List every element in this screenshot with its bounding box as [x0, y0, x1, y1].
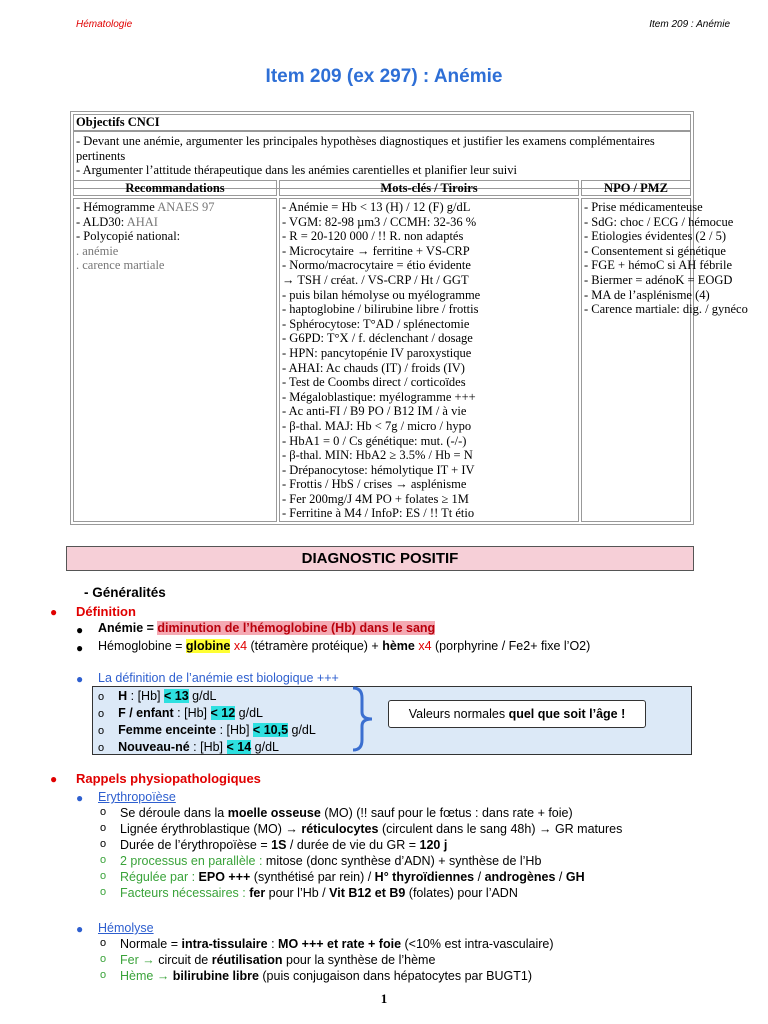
generalites-heading: - Généralités: [84, 585, 166, 600]
cnci-table: [70, 111, 748, 525]
npo-item: - Biermer = adénoK = EOGD: [584, 272, 733, 287]
hemolyse-line-3: Hème → bilirubine libre (puis conjugaison dans hépatocytes par BUGT1): [120, 969, 532, 983]
objectives-title: Objectifs CNCI: [73, 114, 691, 131]
section-banner: DIAGNOSTIC POSITIF: [66, 546, 694, 571]
erythro-line-5: Régulée par : EPO +++ (synthétisé par rein) / H° thyroïdiennes / androgènes / GH: [120, 870, 585, 884]
mots-cles-item: - Test de Coombs direct / corticoïdes: [282, 375, 466, 390]
mots-cles-item: → TSH / créat. / VS-CRP / Ht / GGT: [282, 272, 469, 287]
bullet-icon: ●: [76, 791, 84, 805]
reco-item: - Hémogramme ANAES 97: [76, 200, 215, 214]
npo-item: - Carence martiale: dig. / gynéco: [584, 302, 748, 317]
erythro-line-2: Lignée érythroblastique (MO) → réticulocytes (circulent dans le sang 48h) → GR matures: [120, 822, 623, 836]
circle-bullet-icon: o: [100, 953, 107, 965]
normal-values-list: [98, 688, 316, 756]
valeurs-normales-note: Valeurs normales quel que soit l’âge !: [388, 700, 646, 728]
reco-item: . anémie: [76, 243, 119, 258]
circle-bullet-icon: o: [100, 969, 107, 981]
header-left: Hématologie: [76, 19, 133, 30]
erythropoiese-label: Erythropoïèse: [98, 790, 176, 804]
mots-cles-item: - Ac anti-FI / B9 PO / B12 IM / à vie: [282, 404, 467, 419]
circle-bullet-icon: o: [100, 806, 107, 818]
mots-cles-item: - Microcytaire → ferritine + VS-CRP: [282, 243, 470, 258]
bullet-icon: ●: [50, 605, 58, 619]
erythro-line-4: 2 processus en parallèle : mitose (donc synthèse d’ADN) + synthèse de l’Hb: [120, 854, 542, 868]
mots-cles-item: - R = 20-120 000 / !! R. non adaptés: [282, 229, 464, 244]
circle-bullet-icon: o: [100, 937, 107, 949]
mots-cles-item: - Sphérocytose: T°AD / splénectomie: [282, 316, 470, 331]
npo-item: - Prise médicamenteuse: [584, 200, 703, 214]
mots-cles-item: - haptoglobine / bilirubine libre / frottis: [282, 302, 479, 317]
recommandations-list: [73, 198, 277, 522]
objective-2: - Argumenter l’attitude thérapeutique dans les anémies carentielles et planifier leur suivi: [76, 163, 517, 177]
bullet-icon: ●: [76, 623, 84, 637]
mots-cles-item: - Ferritine à M4 / InfoP: ES / !! Tt étio: [282, 506, 475, 521]
erythro-line-6: Facteurs nécessaires : fer pour l’Hb / Vit B12 et B9 (folates) pour l’ADN: [120, 886, 518, 900]
hemolyse-line-1: Normale = intra-tissulaire : MO +++ et rate + foie (<10% est intra-vasculaire): [120, 937, 554, 951]
page-number: 1: [380, 991, 388, 1006]
definition-label: Définition: [76, 604, 136, 619]
circle-bullet-icon: o: [98, 742, 105, 754]
npo-item: - FGE + hémoC si AH fébrile: [584, 258, 733, 273]
circle-bullet-icon: o: [98, 691, 105, 703]
col-header-npo: NPO / PMZ: [581, 180, 691, 196]
col-header-recommandations: Recommandations: [73, 180, 277, 196]
circle-bullet-icon: o: [98, 708, 105, 720]
mots-cles-item: - β-thal. MAJ: Hb < 7g / micro / hypo: [282, 418, 472, 433]
circle-bullet-icon: o: [98, 725, 105, 737]
bullet-icon: ●: [50, 772, 58, 786]
hemolyse-label: Hémolyse: [98, 921, 154, 935]
npo-item: - SdG: choc / ECG / hémocue: [584, 214, 734, 229]
page-title: Item 209 (ex 297) : Anémie: [265, 66, 503, 87]
circle-bullet-icon: o: [100, 822, 107, 834]
mots-cles-item: - G6PD: T°X / f. déclenchant / dosage: [282, 331, 473, 346]
mots-cles-item: - HPN: pancytopénie IV paroxystique: [282, 345, 472, 360]
anemie-definition: Anémie = diminution de l’hémoglobine (Hb) dans le sang: [98, 621, 436, 635]
mots-cles-item: - Mégaloblastique: myélogramme +++: [282, 389, 476, 404]
header-right: Item 209 : Anémie: [649, 19, 730, 30]
circle-bullet-icon: o: [100, 854, 107, 866]
objective-1: - Devant une anémie, argumenter les principales hypothèses diagnostiques et justifier les examens complémentaires pertinents: [76, 134, 655, 163]
mots-cles-item: - puis bilan hémolyse ou myélogramme: [282, 287, 481, 302]
bullet-icon: ●: [76, 672, 84, 686]
normal-value-row: o H : [Hb] < 13 g/dL: [98, 689, 217, 703]
normal-value-row: o Nouveau-né : [Hb] < 14 g/dL: [98, 740, 279, 754]
reco-item: - ALD30: AHAI: [76, 214, 158, 229]
bullet-icon: ●: [76, 922, 84, 936]
npo-list: [581, 198, 748, 522]
mots-cles-item: - Drépanocytose: hémolytique IT + IV: [282, 462, 475, 477]
npo-item: - MA de l’asplénisme (4): [584, 287, 710, 302]
erythro-line-3: Durée de l’érythropoïèse = 1S / durée de vie du GR = 120 j: [120, 838, 448, 852]
bullet-icon: ●: [76, 641, 84, 655]
mots-cles-item: - AHAI: Ac chauds (IT) / froids (IV): [282, 360, 465, 375]
circle-bullet-icon: o: [100, 870, 107, 882]
col-header-mots-cles: Mots-clés / Tiroirs: [279, 180, 579, 196]
mots-cles-item: - Fer 200mg/J 4M PO + folates ≥ 1M: [282, 491, 469, 506]
rappels-label: Rappels physiopathologiques: [76, 771, 261, 786]
mots-cles-item: - HbA1 = 0 / Cs génétique: mut. (-/-): [282, 433, 467, 448]
npo-item: - Consentement si génétique: [584, 243, 726, 258]
hemoglobine-definition: Hémoglobine = globine x4 (tétramère protéique) + hème x4 (porphyrine / Fe2+ fixe l’O2): [98, 639, 591, 653]
mots-cles-list: [279, 198, 579, 522]
npo-item: - Etiologies évidentes (2 / 5): [584, 229, 726, 244]
normal-value-row: o Femme enceinte : [Hb] < 10,5 g/dL: [98, 723, 316, 737]
mots-cles-item: - Anémie = Hb < 13 (H) / 12 (F) g/dL: [282, 200, 471, 214]
mots-cles-item: - Frottis / HbS / crises → asplénisme: [282, 477, 467, 492]
hemolyse-line-2: Fer → circuit de réutilisation pour la synthèse de l’hème: [120, 953, 436, 967]
reco-item: - Polycopié national:: [76, 229, 181, 244]
brace-icon: [350, 686, 376, 752]
reco-item: . carence martiale: [76, 258, 165, 273]
mots-cles-item: - Normo/macrocytaire = étio évidente: [282, 258, 471, 273]
circle-bullet-icon: o: [100, 838, 107, 850]
normal-value-row: o F / enfant : [Hb] < 12 g/dL: [98, 706, 264, 720]
circle-bullet-icon: o: [100, 886, 107, 898]
erythro-line-1: Se déroule dans la moelle osseuse (MO) (!! sauf pour le fœtus : dans rate + foie): [120, 806, 573, 820]
bio-definition: La définition de l’anémie est biologique +++: [98, 671, 339, 685]
mots-cles-item: - β-thal. MIN: HbA2 ≥ 3.5% / Hb = N: [282, 448, 473, 463]
mots-cles-item: - VGM: 82-98 µm3 / CCMH: 32-36 %: [282, 214, 477, 229]
